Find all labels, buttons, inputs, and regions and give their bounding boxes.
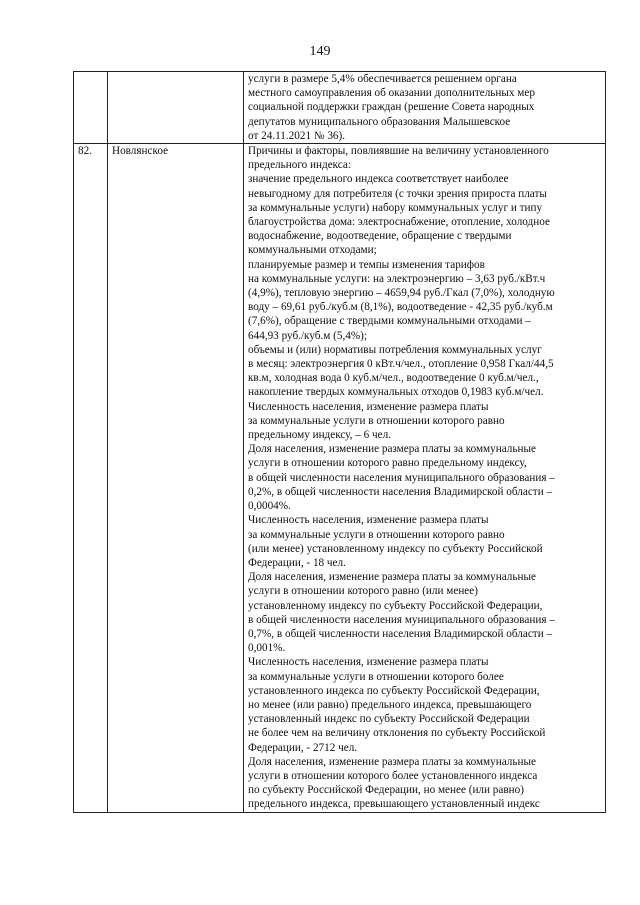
text-line: планируемые размер и темпы изменения тарифов bbox=[248, 258, 485, 271]
text-line: Причины и факторы, повлиявшие на величину установленного bbox=[248, 145, 549, 158]
text-line: за коммунальные услуги) набору коммунальных услуг и типу bbox=[248, 201, 543, 214]
text-line: 0,0004%. bbox=[248, 500, 291, 513]
text-line: Численность населения, изменение размера платы bbox=[248, 400, 489, 413]
text-line: за коммунальные услуги в отношении которого равно bbox=[248, 414, 505, 427]
text-line: местного самоуправления об оказании дополнительных мер bbox=[248, 87, 535, 100]
text-line: значение предельного индекса соответствует наиболее bbox=[248, 173, 509, 186]
text-line: кв.м, холодная вода 0 куб.м/чел., водоотведение 0 куб.м/чел., bbox=[248, 372, 539, 385]
text-line: установленного индекса по субъекту Российской Федерации, bbox=[248, 684, 540, 697]
text-line: за коммунальные услуги в отношении которого равно bbox=[248, 528, 505, 541]
text-line: Доля населения, изменение размера платы за коммунальные bbox=[248, 755, 536, 768]
table-row bbox=[74, 72, 606, 144]
text-line: 0,2%, в общей численности населения Владимирской области – bbox=[248, 485, 553, 498]
text-line: 0,001%. bbox=[248, 642, 286, 655]
text-line: по субъекту Российской Федерации, но менее (или равно) bbox=[248, 784, 524, 797]
text-line: объемы и (или) нормативы потребления коммунальных услуг bbox=[248, 343, 542, 356]
text-line: депутатов муниципального образования Малышевское bbox=[248, 115, 511, 128]
text-line: Доля населения, изменение размера платы за коммунальные bbox=[248, 571, 536, 584]
text-line: но менее (или равно) предельного индекса, превышающего bbox=[248, 698, 532, 711]
municipality-name-cell bbox=[108, 72, 244, 144]
text-line: (7,6%), обращение с твердыми коммунальными отходами – bbox=[248, 315, 531, 328]
text-line: водоснабжение, водоотведение, обращение с твердыми bbox=[248, 230, 512, 243]
text-line: не более чем на величину отклонения по субъекту Российской bbox=[248, 727, 546, 740]
text-line: накопление твердых коммунальных отходов 0,1983 куб.м/чел. bbox=[248, 386, 544, 399]
description-cell bbox=[244, 144, 606, 813]
text-line: коммунальными отходами; bbox=[248, 244, 377, 257]
text-line: услуги в отношении которого равно предельному индексу, bbox=[248, 457, 527, 470]
text-line: Доля населения, изменение размера платы за коммунальные bbox=[248, 443, 536, 456]
text-line: социальной поддержки граждан (решение Совета народных bbox=[248, 101, 535, 114]
text-line: Численность населения, изменение размера платы bbox=[248, 656, 489, 669]
municipality-name-cell: Новлянское bbox=[108, 144, 244, 813]
text-line: услуги в отношении которого более установленного индекса bbox=[248, 769, 538, 782]
text-line: 0,7%, в общей численности населения Владимирской области – bbox=[248, 627, 553, 640]
page-number: 149 bbox=[309, 44, 331, 59]
text-line: предельного индекса, превышающего установленный индекс bbox=[248, 798, 540, 811]
text-line: на коммунальные услуги: на электроэнергию – 3,63 руб./кВт.ч bbox=[248, 272, 546, 285]
text-line: предельного индекса: bbox=[248, 159, 351, 172]
text-line: невыгодному для потребителя (с точки зрения прироста платы bbox=[248, 187, 547, 200]
text-line: установленный индекс по субъекту Российской Федерации bbox=[248, 713, 530, 726]
municipality-index-table bbox=[73, 71, 606, 813]
text-line: за коммунальные услуги в отношении которого более bbox=[248, 670, 504, 683]
text-line: услуги в отношении которого равно (или менее) bbox=[248, 585, 478, 598]
table-row bbox=[74, 144, 606, 813]
text-line: Федерации, - 2712 чел. bbox=[248, 741, 358, 754]
text-line: услуги в размере 5,4% обеспечивается решением органа bbox=[248, 73, 517, 85]
text-line: благоустройства дома: электроснабжение, отопление, холодное bbox=[248, 216, 550, 229]
text-line: (или менее) установленному индексу по субъекту Российской bbox=[248, 542, 543, 555]
text-line: воду – 69,61 руб./куб.м (8,1%), водоотведение - 42,35 руб./куб.м bbox=[248, 301, 553, 314]
description-cell bbox=[244, 72, 606, 144]
text-line: в месяц: электроэнергия 0 кВт.ч/чел., отопление 0,958 Гкал/44,5 bbox=[248, 358, 554, 371]
text-line: Федерации, - 18 чел. bbox=[248, 556, 346, 569]
text-line: в общей численности населения муниципального образования – bbox=[248, 613, 555, 626]
row-number-cell: 82. bbox=[74, 144, 108, 813]
text-line: Численность населения, изменение размера платы bbox=[248, 514, 489, 527]
text-line: (4,9%), тепловую энергию – 4659,94 руб./Гкал (7,0%), холодную bbox=[248, 287, 555, 300]
text-line: в общей численности населения муниципального образования – bbox=[248, 471, 555, 484]
row-number-cell bbox=[74, 72, 108, 144]
text-line: предельному индексу, – 6 чел. bbox=[248, 429, 392, 442]
text-line: установленному индексу по субъекту Российской Федерации, bbox=[248, 599, 543, 612]
text-line: от 24.11.2021 № 36). bbox=[248, 129, 346, 142]
text-line: 644,93 руб./куб.м (5,4%); bbox=[248, 329, 368, 342]
